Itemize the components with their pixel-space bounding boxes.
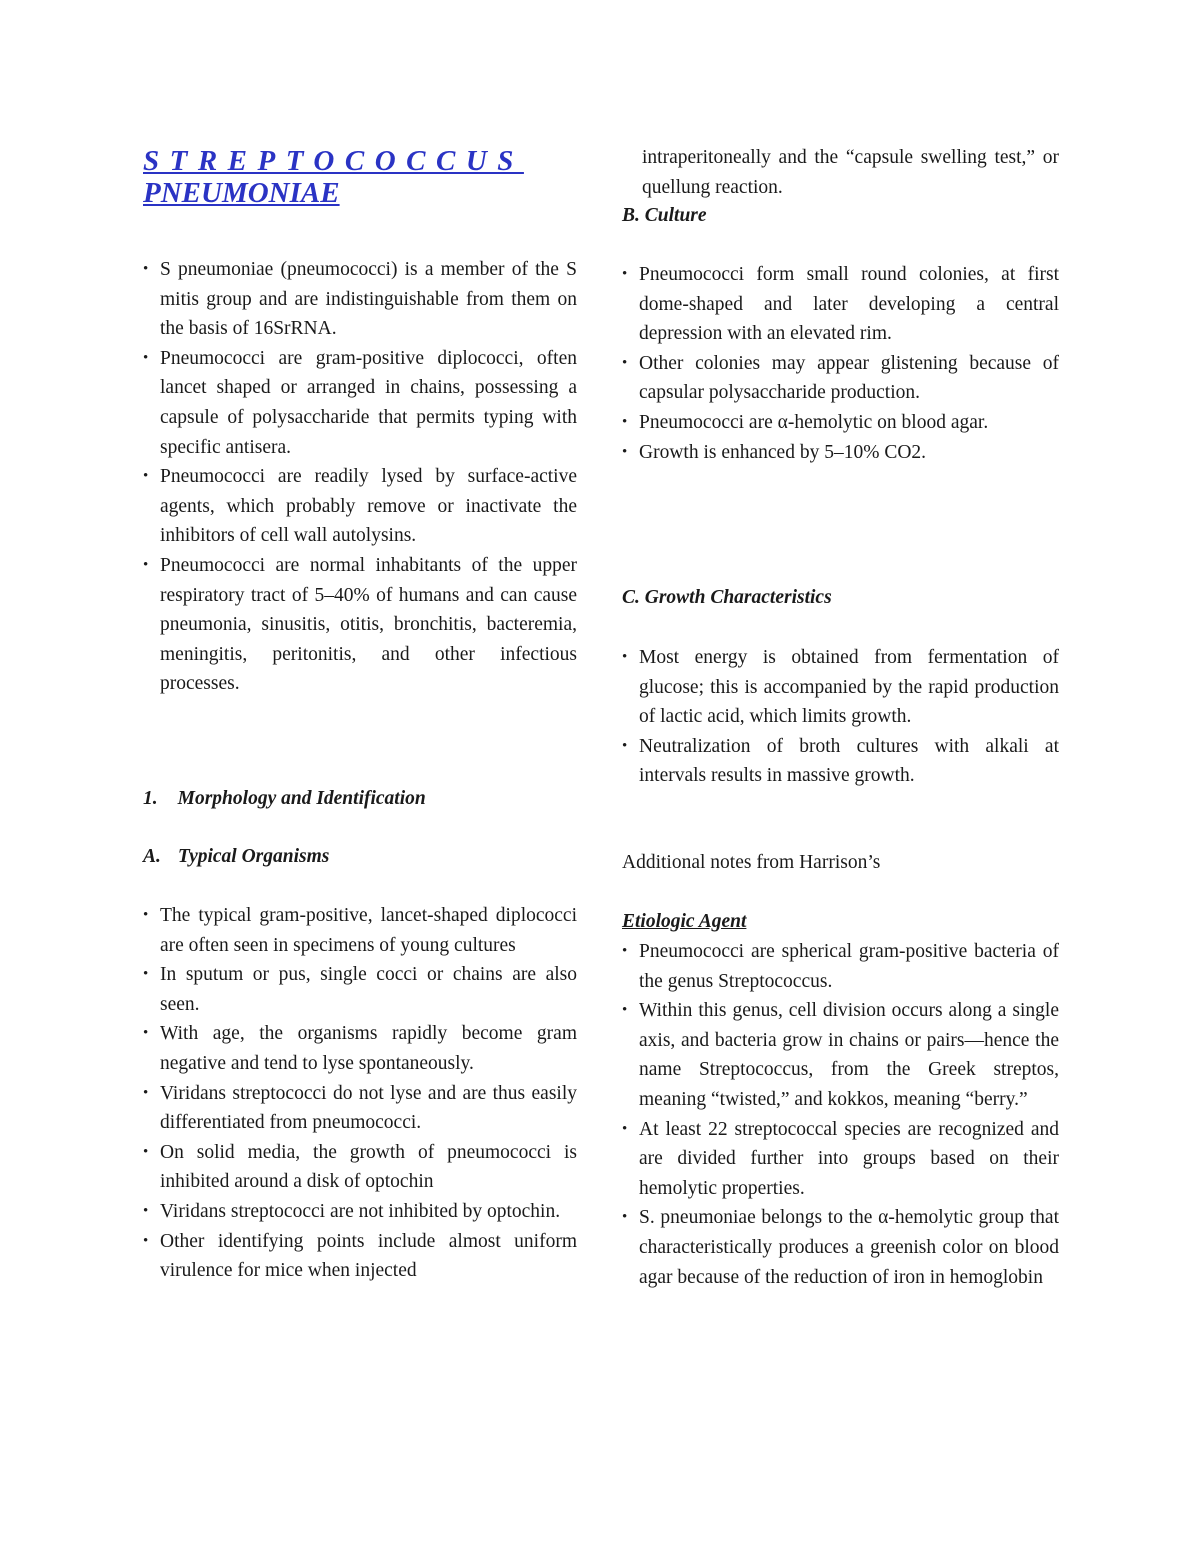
section-c-heading: C. Growth Characteristics	[622, 587, 832, 608]
section-a-continuation: intraperitoneally and the “capsule swelling test,” or quellung reaction.	[642, 147, 1059, 198]
section-a-title: Typical Organisms	[177, 846, 330, 867]
section-a-bullet-list	[143, 901, 577, 1286]
section-b-bullet-list	[622, 260, 1059, 467]
section-b-heading: B. Culture	[622, 205, 707, 226]
list-item: • Pneumococci are readily lysed by surface-active agents, which probably remove or inactivate the inhibitors of cell wall autolysins.	[143, 462, 577, 551]
list-item: • Neutralization of broth cultures with alkali at intervals results in massive growth.	[622, 732, 1059, 791]
etiologic-heading: Etiologic Agent	[622, 911, 747, 932]
list-item: • Viridans streptococci do not lyse and are thus easily differentiated from pneumococci.	[143, 1079, 577, 1138]
list-item: • S. pneumoniae belongs to the α-hemolytic group that characteristically produces a greenish color on blood agar because of the reduction of iron in hemoglobin	[622, 1203, 1059, 1292]
list-item: • Pneumococci are α-hemolytic on blood agar.	[622, 408, 1059, 438]
list-item: • Other colonies may appear glistening because of capsular polysaccharide production.	[622, 349, 1059, 408]
list-item: • Viridans streptococci are not inhibited by optochin.	[143, 1197, 577, 1227]
list-item: • Most energy is obtained from fermentation of glucose; this is accompanied by the rapid production of lactic acid, which limits growth.	[622, 643, 1059, 732]
section-a-label: A.	[143, 846, 161, 867]
list-item: • Pneumococci are normal inhabitants of the upper respiratory tract of 5–40% of humans and can cause pneumonia, sinusitis, otitis, bronchitis, bacteremia, meningitis, peritonitis, and other infectious processes.	[143, 551, 577, 699]
title-line-2: PNEUMONIAE	[143, 177, 340, 209]
list-item: • S pneumoniae (pneumococci) is a member of the S mitis group and are indistinguishable from them on the basis of 16SrRNA.	[143, 255, 577, 344]
list-item: • In sputum or pus, single cocci or chains are also seen.	[143, 960, 577, 1019]
list-item: • Within this genus, cell division occurs along a single axis, and bacteria grow in chains or pairs—hence the name Streptococcus, from the Greek streptos, meaning “twisted,” and kokkos, meaning “berry.”	[622, 996, 1059, 1114]
section-a-heading	[143, 842, 329, 872]
notes-label: Additional notes from Harrison’s	[622, 852, 881, 873]
title-line-1: STREPTOCOCCUS	[143, 145, 524, 177]
section-c-bullet-list	[622, 643, 1059, 791]
list-item: • On solid media, the growth of pneumococci is inhibited around a disk of optochin	[143, 1138, 577, 1197]
list-item: • The typical gram-positive, lancet-shaped diplococci are often seen in specimens of young cultures	[143, 901, 577, 960]
etiologic-bullet-list	[622, 937, 1059, 1292]
list-item: • Growth is enhanced by 5–10% CO2.	[622, 438, 1059, 468]
section-1-number: 1.	[143, 788, 158, 809]
list-item: • Pneumococci are gram-positive diplococci, often lancet shaped or arranged in chains, possessing a capsule of polysaccharide that permits typing with specific antisera.	[143, 344, 577, 462]
list-item: • Pneumococci form small round colonies, at first dome-shaped and later developing a central depression with an elevated rim.	[622, 260, 1059, 349]
page-title	[143, 145, 583, 209]
section-1-title: Morphology and Identification	[177, 788, 426, 809]
intro-bullet-list	[143, 255, 577, 699]
list-item: • At least 22 streptococcal species are recognized and are divided further into groups based on their hemolytic properties.	[622, 1115, 1059, 1204]
list-item: • With age, the organisms rapidly become gram negative and tend to lyse spontaneously.	[143, 1019, 577, 1078]
list-item: • Other identifying points include almost uniform virulence for mice when injected	[143, 1227, 577, 1286]
section-1-heading	[143, 784, 426, 814]
list-item: • Pneumococci are spherical gram-positive bacteria of the genus Streptococcus.	[622, 937, 1059, 996]
